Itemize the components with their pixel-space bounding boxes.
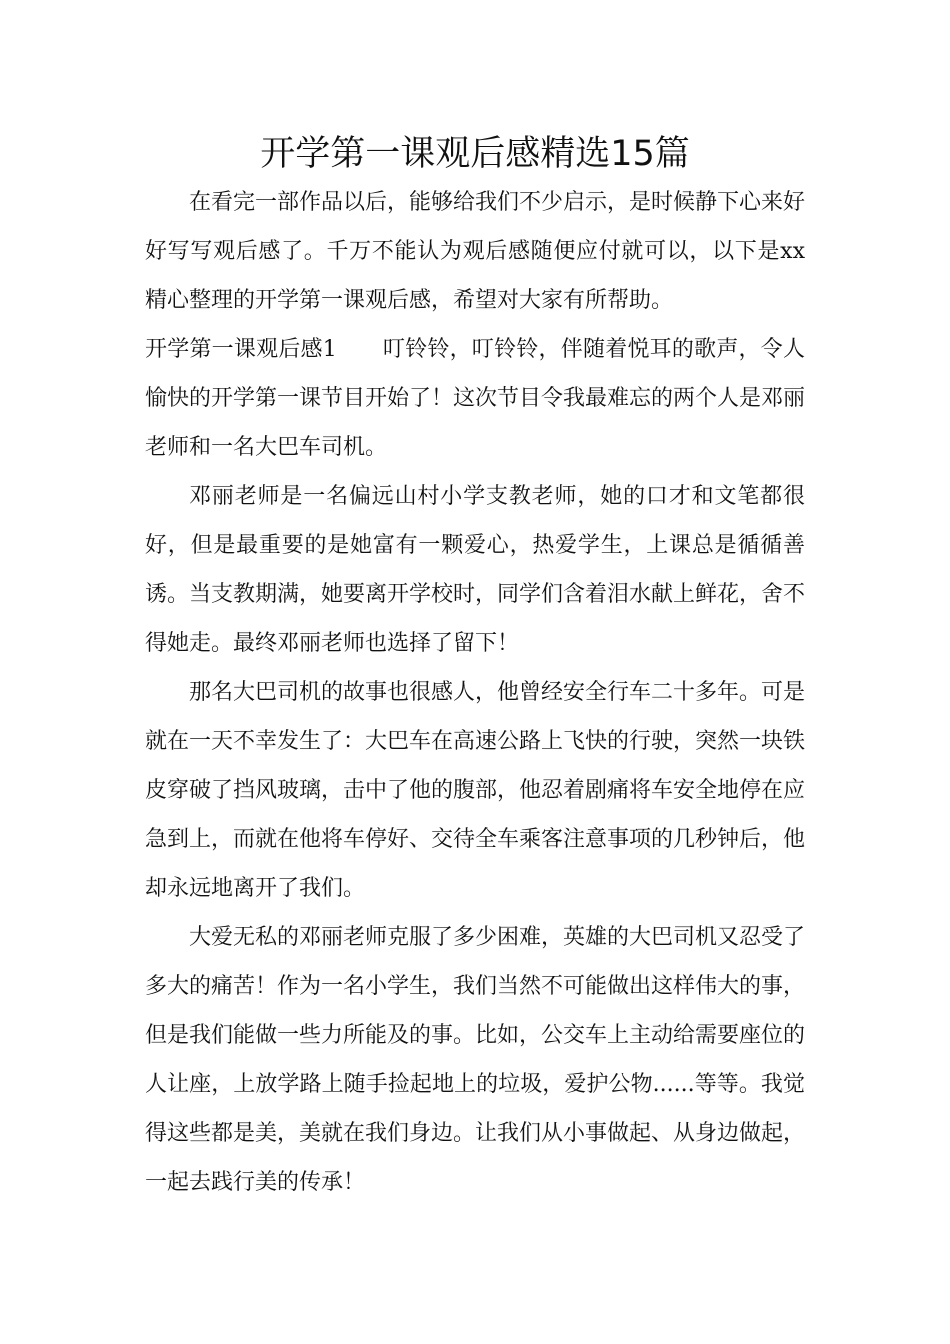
- body-paragraph: 邓丽老师是一名偏远山村小学支教老师，她的口才和文笔都很好，但是最重要的是她富有一颗爱心，热爱学生，上课总是循循善诱。当支教期满，她要离开学校时，同学们含着泪水献上鲜花，舍不得她走。最终邓丽老师也选择了留下！: [145, 484, 806, 656]
- body-paragraph: 大爱无私的邓丽老师克服了多少困难，英雄的大巴司机又忍受了多大的痛苦！作为一名小学生，我们当然不可能做出这样伟大的事，但是我们能做一些力所能及的事。比如，公交车上主动给需要座位的人让座，上放学路上随手捡起地上的垃圾，爱护公物......等等。我觉得这些都是美，美就在我们身边。让我们从小事做起、从身边做起，一起去践行美的传承！: [145, 925, 806, 1195]
- essay-1-lead: 叮铃铃，叮铃铃，伴随着悦耳的歌声，令人愉快的开学第一课节目开始了！这次节目令我最难忘的两个人是邓丽老师和一名大巴车司机。: [145, 337, 806, 460]
- document-title: 开学第一课观后感精选15篇: [260, 134, 690, 174]
- intro-paragraph: 在看完一部作品以后，能够给我们不少启示，是时候静下心来好好写写观后感了。千万不能认为观后感随便应付就可以，以下是xx精心整理的开学第一课观后感，希望对大家有所帮助。: [145, 190, 806, 313]
- body-paragraph: 那名大巴司机的故事也很感人，他曾经安全行车二十多年。可是就在一天不幸发生了：大巴车在高速公路上飞快的行驶，突然一块铁皮穿破了挡风玻璃，击中了他的腹部，他忍着剧痛将车安全地停在应急到上，而就在他将车停好、交待全车乘客注意事项的几秒钟后，他却永远地离开了我们。: [145, 680, 806, 901]
- document-body: [145, 178, 805, 1207]
- essay-1-paragraph: [145, 325, 805, 472]
- essay-1-heading: 开学第一课观后感1: [145, 337, 337, 362]
